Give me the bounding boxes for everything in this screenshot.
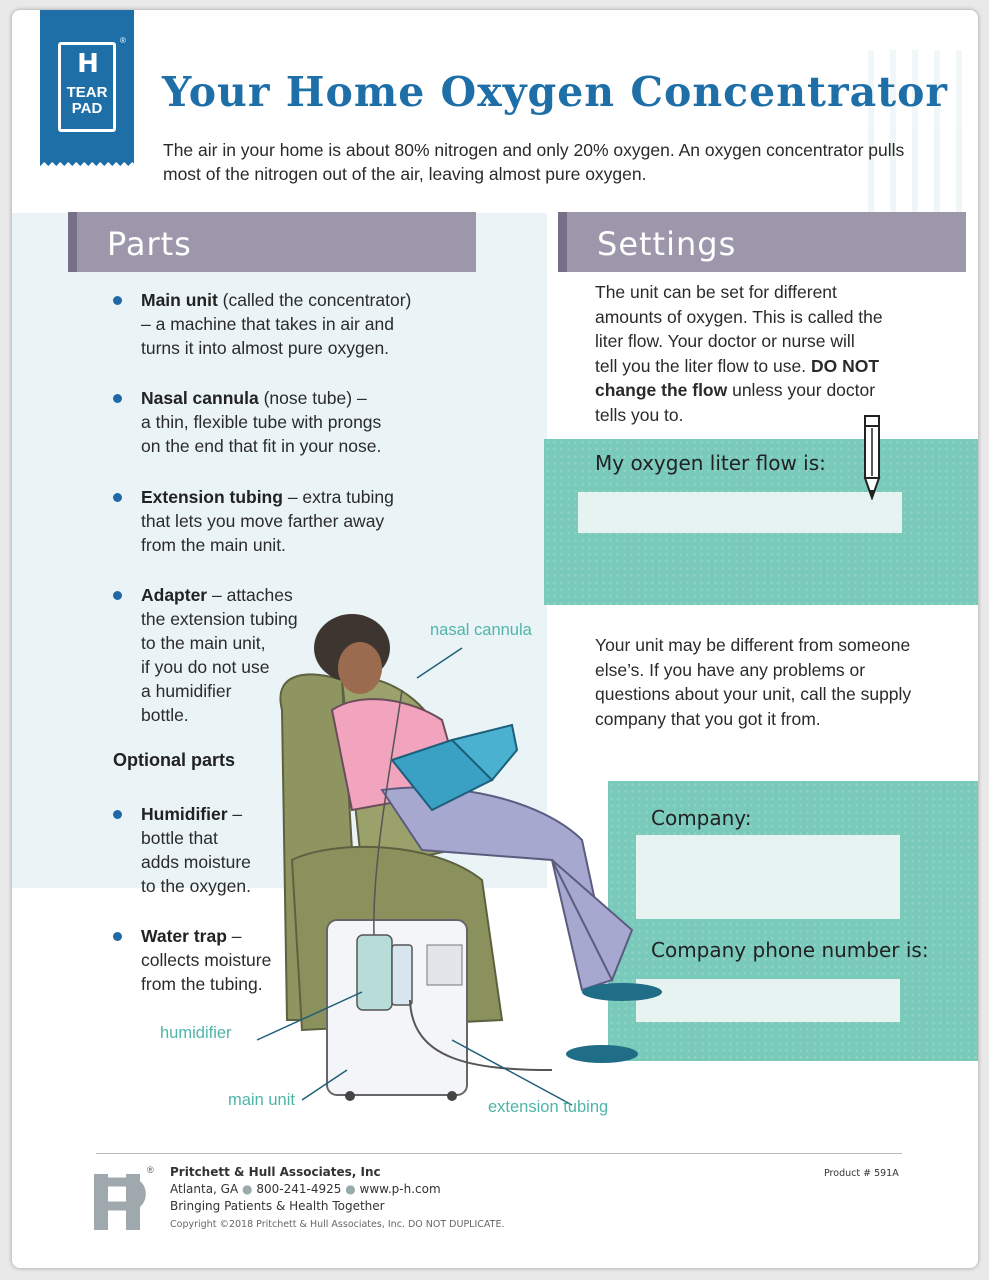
item-desc: bottle. — [141, 705, 189, 725]
footer-copyright: Copyright ©2018 Pritchett & Hull Associates, Inc. DO NOT DUPLICATE. — [170, 1219, 505, 1230]
tear-pad-logo — [40, 10, 134, 158]
item-desc: from the tubing. — [141, 974, 263, 994]
logo-zigzag-edge — [40, 158, 134, 166]
item-desc: the extension tubing — [141, 609, 298, 629]
footer-divider — [96, 1153, 902, 1154]
footer-city: Atlanta, GA — [170, 1182, 239, 1196]
list-item — [141, 386, 461, 458]
item-term: Adapter — [141, 585, 208, 605]
settings-text — [595, 280, 925, 427]
company-label: Company: — [651, 806, 752, 830]
logo-text — [61, 85, 113, 117]
pencil-icon — [862, 414, 882, 500]
bullet-icon — [113, 394, 122, 403]
unit-notice: Your unit may be different from someone else’s. If you have any problems or questions about your unit, call the supply company that you got it from. — [595, 635, 912, 729]
optional-parts-heading: Optional parts — [113, 750, 236, 770]
patient-illustration — [252, 600, 692, 1120]
item-term: Water trap — [141, 926, 227, 946]
settings-line: liter flow. Your doctor or nurse will — [595, 331, 855, 351]
footer-company: Pritchett & Hull Associates, Inc — [170, 1165, 381, 1179]
settings-line: tells you to. — [595, 404, 684, 425]
item-desc: a thin, flexible tube with prongs — [141, 412, 382, 432]
item-desc: to the main unit, — [141, 633, 266, 653]
item-desc: to the oxygen. — [141, 876, 251, 896]
item-term: Humidifier — [141, 804, 228, 824]
settings-line: unless your doctor — [727, 380, 876, 400]
bullet-icon — [113, 493, 122, 502]
intro-text: The air in your home is about 80% nitrogen and only 20% oxygen. An oxygen concentrator pulls most of the nitrogen out of the air, leaving almost pure oxygen. — [163, 140, 905, 184]
bullet-icon — [113, 296, 122, 305]
item-desc: bottle that — [141, 828, 218, 848]
item-term: Nasal cannula — [141, 388, 259, 408]
settings-line: amounts of oxygen. This is called the — [595, 306, 883, 327]
item-desc: – extra tubing — [282, 487, 394, 507]
bullet-icon — [113, 810, 122, 819]
separator-dot: ● — [242, 1182, 253, 1196]
item-term: Extension tubing — [141, 487, 283, 507]
liter-flow-field[interactable] — [578, 492, 902, 533]
item-desc: a humidifier — [141, 681, 232, 701]
item-desc: (nose tube) – — [258, 388, 367, 408]
nasal-cannula-callout: nasal cannula — [430, 621, 532, 639]
item-desc: adds moisture — [141, 852, 251, 872]
item-desc: – attaches — [207, 585, 293, 605]
settings-heading: Settings — [558, 212, 966, 272]
company-phone-label: Company phone number is: — [651, 938, 929, 962]
bullet-icon — [113, 932, 122, 941]
logo-registered: ® — [120, 36, 126, 45]
list-item — [141, 485, 461, 557]
handout-page — [12, 10, 978, 1268]
logo-mark: H — [77, 49, 99, 79]
footer-contact — [170, 1182, 441, 1196]
settings-line: tell you the liter flow to use. — [595, 355, 811, 376]
page-title: Your Home Oxygen Concentrator — [162, 68, 949, 116]
item-desc: if you do not use — [141, 657, 270, 677]
item-desc: – — [227, 804, 243, 824]
item-desc: collects moisture — [141, 950, 272, 970]
item-term: Main unit — [141, 290, 218, 310]
footer-tagline: Bringing Patients & Health Together — [170, 1199, 385, 1213]
list-item — [141, 288, 461, 360]
item-desc: turns it into almost pure oxygen. — [141, 338, 390, 358]
settings-warning: change the flow — [595, 380, 728, 400]
extension-tubing-callout: extension tubing — [488, 1098, 609, 1116]
settings-line: The unit can be set for different — [595, 282, 837, 302]
logo-text-bottom: PAD — [71, 100, 103, 117]
separator-dot: ● — [345, 1182, 356, 1196]
item-desc: – a machine that takes in air and — [141, 314, 394, 334]
item-desc: – — [226, 926, 242, 946]
liter-flow-label: My oxygen liter flow is: — [595, 451, 826, 475]
item-desc: from the main unit. — [141, 535, 286, 555]
bullet-icon — [113, 591, 122, 600]
main-unit-callout: main unit — [228, 1091, 295, 1109]
ph-logo-icon — [90, 1168, 150, 1233]
item-desc: on the end that fit in your nose. — [141, 436, 382, 456]
footer-registered: ® — [147, 1165, 154, 1175]
footer-phone: 800-241-4925 — [256, 1182, 342, 1196]
logo-text-top: TEAR — [66, 84, 108, 101]
logo-frame — [58, 42, 116, 132]
item-desc: that lets you move farther away — [141, 511, 385, 531]
humidifier-callout: humidifier — [160, 1024, 232, 1042]
item-desc: (called the concentrator) — [217, 290, 412, 310]
product-number: Product # 591A — [824, 1168, 899, 1179]
footer-website[interactable]: www.p-h.com — [359, 1182, 441, 1196]
settings-warning: DO NOT — [810, 355, 880, 376]
parts-heading: Parts — [68, 212, 476, 272]
